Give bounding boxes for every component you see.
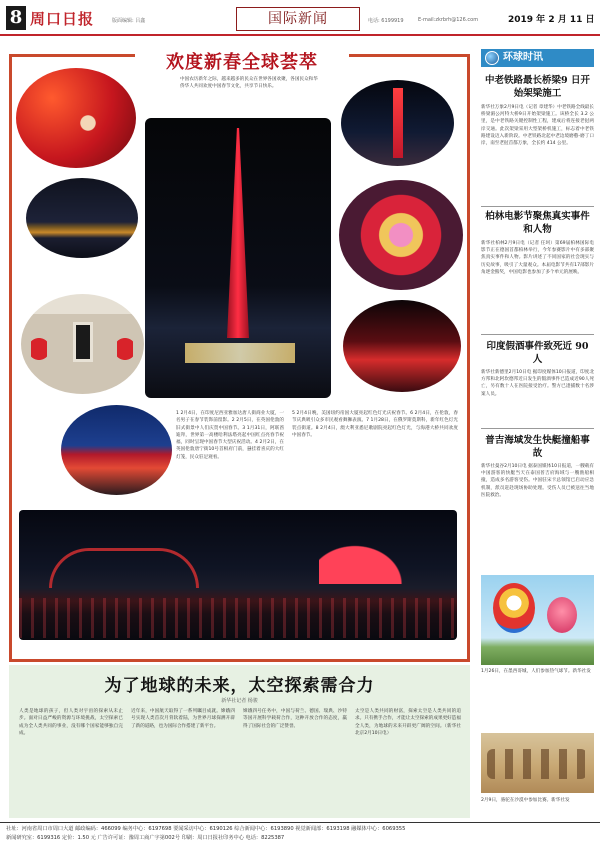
- article-col-1: 人类是地球的孩子，但人类对宇宙的探索从未止步。面对日益严峻的资源与环境挑战，太空探索已成为全人类共同的事业，没有哪个国家能够独自完成。: [19, 709, 123, 736]
- article-byline: 新华社记者 杨骏: [221, 698, 258, 704]
- banner-label: 环球时讯: [503, 52, 543, 63]
- news-body-berlinale: 新华社柏林2月9日电（记者 任珂）第69届柏林国际电影节正在德国首都柏林举行，今年参赛影片中有多部聚焦真实事件和人物。影片讲述了不同国家的社会现实与历史故事，吸引了大量观众。本届电影节共有17部影片角逐金熊奖，中国电影也参加了多个单元的展映。: [481, 241, 594, 275]
- photo-empire-state: [341, 80, 454, 166]
- photo-downing-street: [21, 294, 144, 394]
- divider: [481, 428, 594, 429]
- balloon-shape: [493, 583, 535, 633]
- feature-title: 欢度新春全球荟萃: [135, 48, 349, 74]
- article-col-2: 近年来，中国航天取得了一系列瞩目成就。嫦娥四号实现人类首次月背软着陆，为世界月球探测开辟了新的道路，也为国际合作搭建了新平台。: [131, 709, 235, 729]
- news-title-berlinale: 柏林电影节聚焦真实事件和人物: [485, 211, 590, 235]
- news-title-phuket: 普吉海域发生快艇撞船事故: [485, 435, 590, 459]
- caption-balloon: 1月26日，在墨西哥城，人们参加热气球节。新华社发: [481, 669, 591, 674]
- photo-camel-race: [481, 733, 594, 793]
- photo-sydney-harbour: [19, 510, 457, 640]
- water-reflection: [19, 598, 457, 638]
- balloon-shape: [547, 597, 577, 633]
- issue-date: 2019 年 2 月 11 日: [508, 15, 595, 25]
- photo-lion-dance: [339, 180, 463, 290]
- masthead: [0, 0, 600, 36]
- opera-house-shape: [319, 540, 409, 584]
- tower-shape: [227, 128, 249, 338]
- door-shape: [73, 322, 93, 362]
- news-title-railway: 中老铁路最长桥梁9 日开始架梁施工: [485, 75, 590, 99]
- photo-moscow-theatre: [61, 405, 172, 495]
- photo-london-night: [26, 178, 138, 258]
- photo-red-city: [343, 300, 461, 392]
- feature-intro: 中国农历新年之际，越来越多的民众在世界各国欢聚，各国民众和华侨华人共同欢度中国春节文化，共享节日快乐。: [180, 77, 318, 89]
- news-body-phuket: 新华社曼谷2月10日电 据泰国媒体10日报道，一艘载有中国游客的快艇当天在泰国普吉府海域与一艘渔船相撞，造成多名游客受伤。中国驻宋卡总领馆已启动应急机制，派员赶赴现场协助处理。受伤人员已被送往当地医院救治。: [481, 464, 594, 498]
- lanterns-shape-2: [117, 329, 133, 369]
- page-number: 8: [6, 6, 26, 30]
- article-col-3: 嫦娥四号任务中，中国与荷兰、德国、瑞典、沙特等国开展科学载荷合作，这种开放合作的态度，赢得了国际社会的广泛赞誉。: [243, 709, 347, 729]
- article-col-4: 太空是人类共同的财富，探索太空是人类共同的追求。只有携手合作，才能让太空探索的成果更好造福全人类，为地球的未来开辟更广阔的空间。（新华社北京2月10日电）: [355, 709, 461, 736]
- footer-line-1: 社址：河南省周口市周口大道 邮政编码：466099 编务中心：6197698 要闻采访中心：6190126 综合新闻中心：6193890 视觉新闻部：6193198 融媒体中心：6069355: [6, 826, 406, 832]
- divider: [481, 206, 594, 207]
- world-news-banner: [481, 49, 594, 67]
- news-body-india: 新华社新德里2月10日电 据印度媒体10日报道，印度北方邦和北阿坎德邦近日发生的假酒事件已造成近90人死亡，另有数十人在医院接受治疗。警方已逮捕数十名涉案人员。: [481, 370, 594, 397]
- article-title: 为了地球的未来，太空探索需合力: [104, 676, 375, 696]
- photo-balloon-festival: [481, 575, 594, 665]
- email-link[interactable]: E-mail:zkrbrh@126.com: [418, 17, 479, 23]
- globe-icon: [485, 51, 499, 65]
- paper-name: 周口日报: [30, 10, 95, 28]
- footer-line-2: 新闻研究室：6199316 定价：1.50 元 广告许可证：豫周工商广字第002号 印刷：周口日报社印务中心 电话：8225387: [6, 835, 285, 841]
- divider: [481, 334, 594, 335]
- caption-right: 5 2月4日晚，美国纽约帝国大厦亮起红色灯光庆祝春节。6 2月4日，在伦敦，春节庆典吸引众多市民观看舞狮表演。7 1月28日，在俄罗斯莫斯科，新年红色灯光装点街道。8 2月4日，澳大利亚悉尼歌剧院亮起红色灯光，与海港大桥共同欢度中国春节。: [292, 411, 458, 438]
- hotline: 电话: 6199919: [368, 18, 404, 24]
- space-article: [9, 665, 470, 818]
- bridge-arch: [49, 548, 199, 588]
- camel-silhouettes: [487, 749, 587, 779]
- editor-line: 版面编辑: 吕鑫: [112, 18, 146, 24]
- photo-jakarta-decorations: [16, 68, 136, 168]
- news-title-india: 印度假酒事件致死近 90 人: [486, 341, 589, 365]
- fountain-lights: [185, 343, 295, 363]
- photo-burj-khalifa: [145, 118, 331, 398]
- lanterns-shape: [31, 329, 47, 369]
- footer: [0, 822, 600, 847]
- caption-left: 1 2月4日，在印度尼西亚雅加达唐人街商业大厦，一名男子在春节装饰前留影。2 2月5日，在英国伦敦的旧式街景中人们庆贺中国春节。3 1月31日，阿联酋迪拜，世界第一高楼哈利法塔亮起中国红点亮春节祝福，同时呈现中国春节大型庆祝活动。4 2月2日，在英国伦敦唐宁街10号首相府门前，悬挂着喜庆的大红灯笼，民众驻足观看。: [176, 411, 284, 460]
- news-body-railway: 新华社万象2月9日电（记者 章建华）中老铁路全线最长桥梁湄公河特大桥9日开始架梁施工。该桥全长 3.2 公里，是中老铁路关键控制性工程，建成后将连接老挝两岸交通。此次架梁采用大型架桥机施工，标志着中老铁路建设迈入新阶段。中老铁路北起中老边境磨憨-磨丁口岸，南至老挝首都万象，全长约 414 公里。: [481, 105, 594, 147]
- section-title: 国际新闻: [236, 7, 360, 31]
- caption-camel: 2月9日，骆驼在沙漠中参加比赛。新华社发: [481, 798, 570, 803]
- tower-shape: [393, 88, 403, 158]
